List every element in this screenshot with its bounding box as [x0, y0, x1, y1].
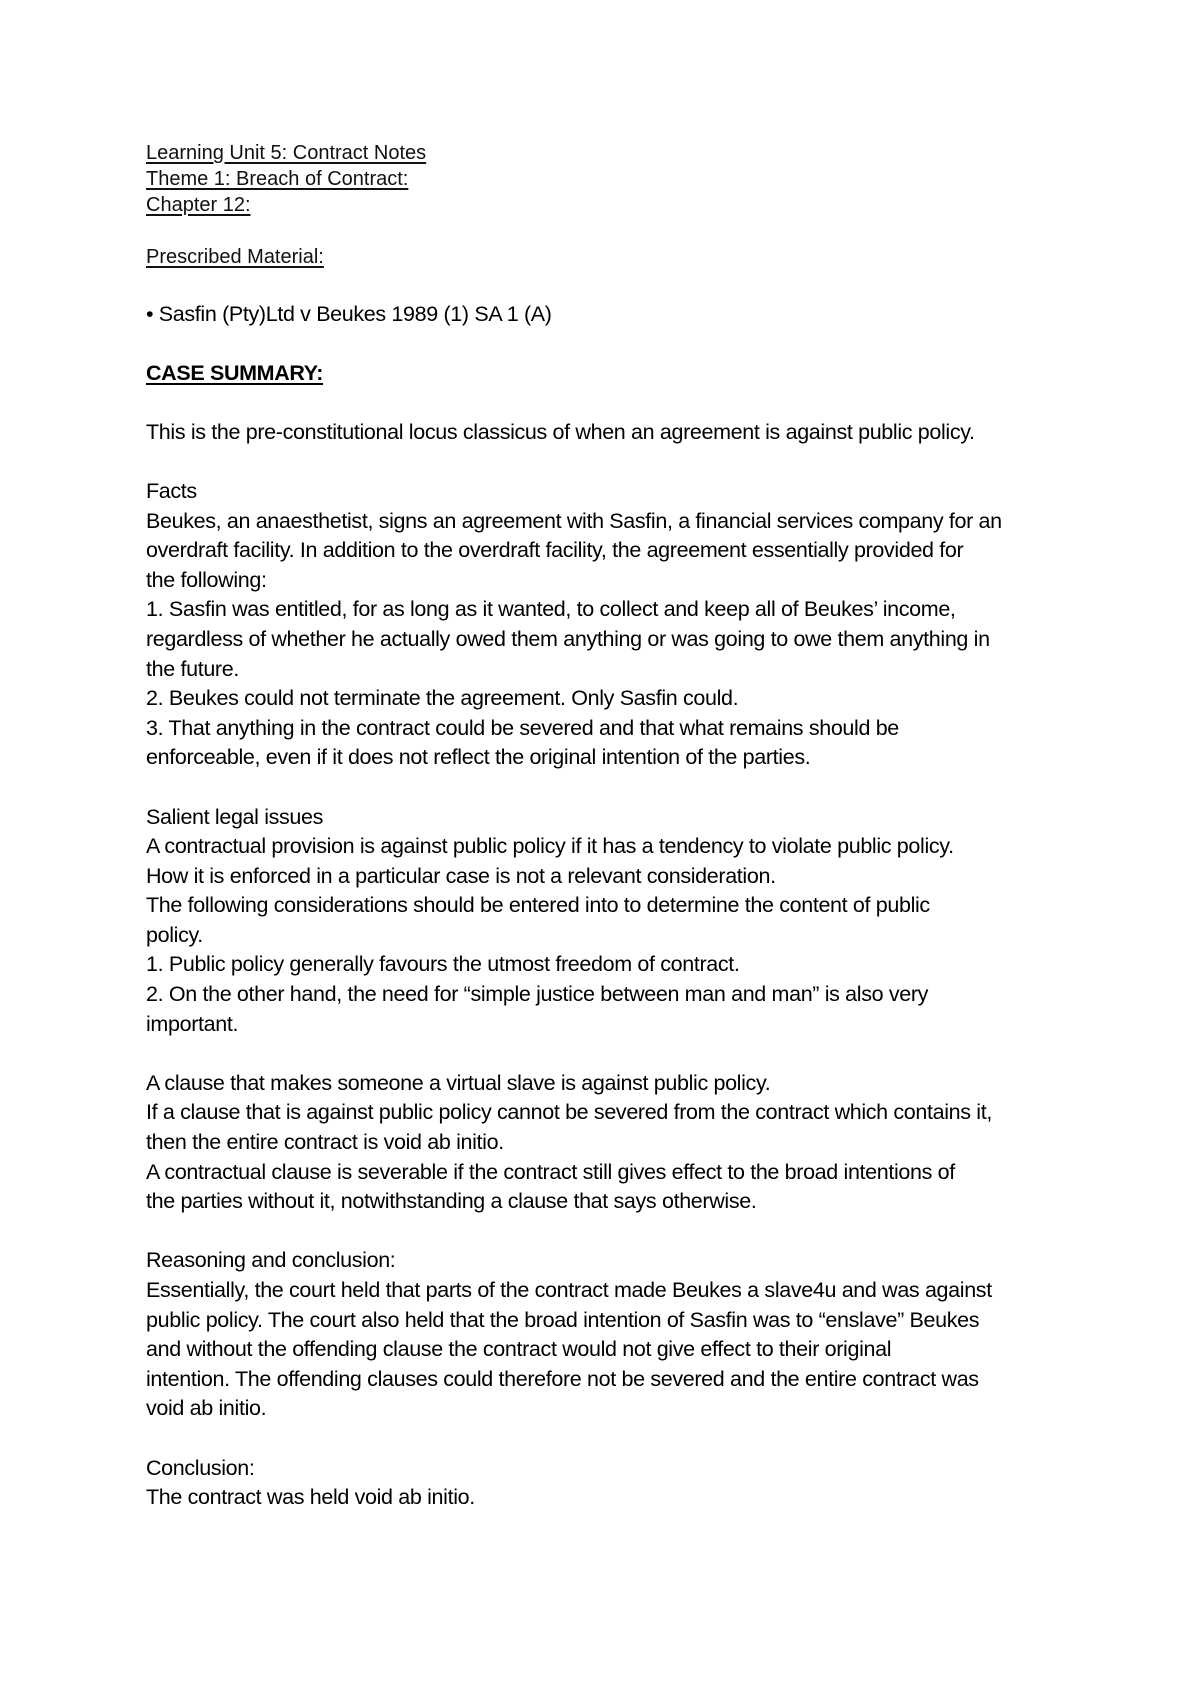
salient-issues-section: [146, 803, 1086, 1217]
reasoning-line: void ab initio.: [146, 1396, 267, 1421]
reasoning-line: public policy. The court also held that the broad intention of Sasfin was to “enslave” Beukes: [146, 1307, 980, 1332]
reasoning-line: and without the offending clause the contract would not give effect to their original: [146, 1337, 892, 1362]
facts-line: the future.: [146, 656, 239, 681]
salient-issues-heading: Salient legal issues: [146, 804, 324, 829]
salient-line: The following considerations should be entered into to determine the content of public: [146, 893, 930, 918]
prescribed-material-label: Prescribed Material:: [146, 246, 324, 268]
facts-line: 2. Beukes could not terminate the agreement. Only Sasfin could.: [146, 686, 739, 711]
salient-line: then the entire contract is void ab initio.: [146, 1130, 504, 1155]
facts-section: [146, 477, 1086, 773]
salient-line: How it is enforced in a particular case is not a relevant consideration.: [146, 863, 776, 888]
intro-paragraph: This is the pre-constitutional locus classicus of when an agreement is against public policy.: [146, 419, 975, 444]
salient-line: important.: [146, 1011, 239, 1036]
document-header: [146, 140, 1086, 270]
facts-line: overdraft facility. In addition to the overdraft facility, the agreement essentially provided for: [146, 538, 964, 563]
salient-line: A contractual provision is against public policy if it has a tendency to violate public policy.: [146, 834, 954, 859]
facts-line: 3. That anything in the contract could be severed and that what remains should be: [146, 715, 899, 740]
salient-line: If a clause that is against public policy cannot be severed from the contract which contains it,: [146, 1100, 992, 1125]
facts-line: the following:: [146, 567, 267, 592]
document-body: [146, 300, 1086, 1513]
conclusion-text: The contract was held void ab initio.: [146, 1485, 475, 1510]
reasoning-heading: Reasoning and conclusion:: [146, 1248, 396, 1273]
reasoning-section: [146, 1246, 1086, 1424]
salient-line: A contractual clause is severable if the contract still gives effect to the broad intentions of: [146, 1159, 955, 1184]
salient-line: the parties without it, notwithstanding a clause that says otherwise.: [146, 1189, 757, 1214]
salient-line: 1. Public policy generally favours the utmost freedom of contract.: [146, 952, 740, 977]
theme-title: Theme 1: Breach of Contract:: [146, 168, 409, 190]
chapter-title: Chapter 12:: [146, 194, 251, 216]
facts-line: regardless of whether he actually owed them anything or was going to owe them anything in: [146, 626, 990, 651]
reasoning-line: Essentially, the court held that parts of the contract made Beukes a slave4u and was against: [146, 1278, 992, 1302]
conclusion-section: [146, 1454, 1086, 1513]
case-summary-heading: CASE SUMMARY:: [146, 360, 324, 385]
reasoning-line: intention. The offending clauses could therefore not be severed and the entire contract was: [146, 1366, 979, 1391]
case-citation: • Sasfin (Pty)Ltd v Beukes 1989 (1) SA 1 (A): [146, 302, 552, 326]
facts-line: Beukes, an anaesthetist, signs an agreement with Sasfin, a financial services company for an: [146, 508, 1002, 533]
facts-line: enforceable, even if it does not reflect the original intention of the parties.: [146, 745, 811, 770]
learning-unit-title: Learning Unit 5: Contract Notes: [146, 142, 427, 164]
document-page: [146, 140, 1086, 1513]
facts-line: 1. Sasfin was entitled, for as long as it wanted, to collect and keep all of Beukes’ income,: [146, 597, 956, 622]
facts-heading: Facts: [146, 478, 197, 503]
conclusion-heading: Conclusion:: [146, 1455, 255, 1480]
salient-line: A clause that makes someone a virtual slave is against public policy.: [146, 1070, 771, 1095]
salient-line: 2. On the other hand, the need for “simple justice between man and man” is also very: [146, 982, 929, 1007]
salient-line: policy.: [146, 922, 203, 947]
